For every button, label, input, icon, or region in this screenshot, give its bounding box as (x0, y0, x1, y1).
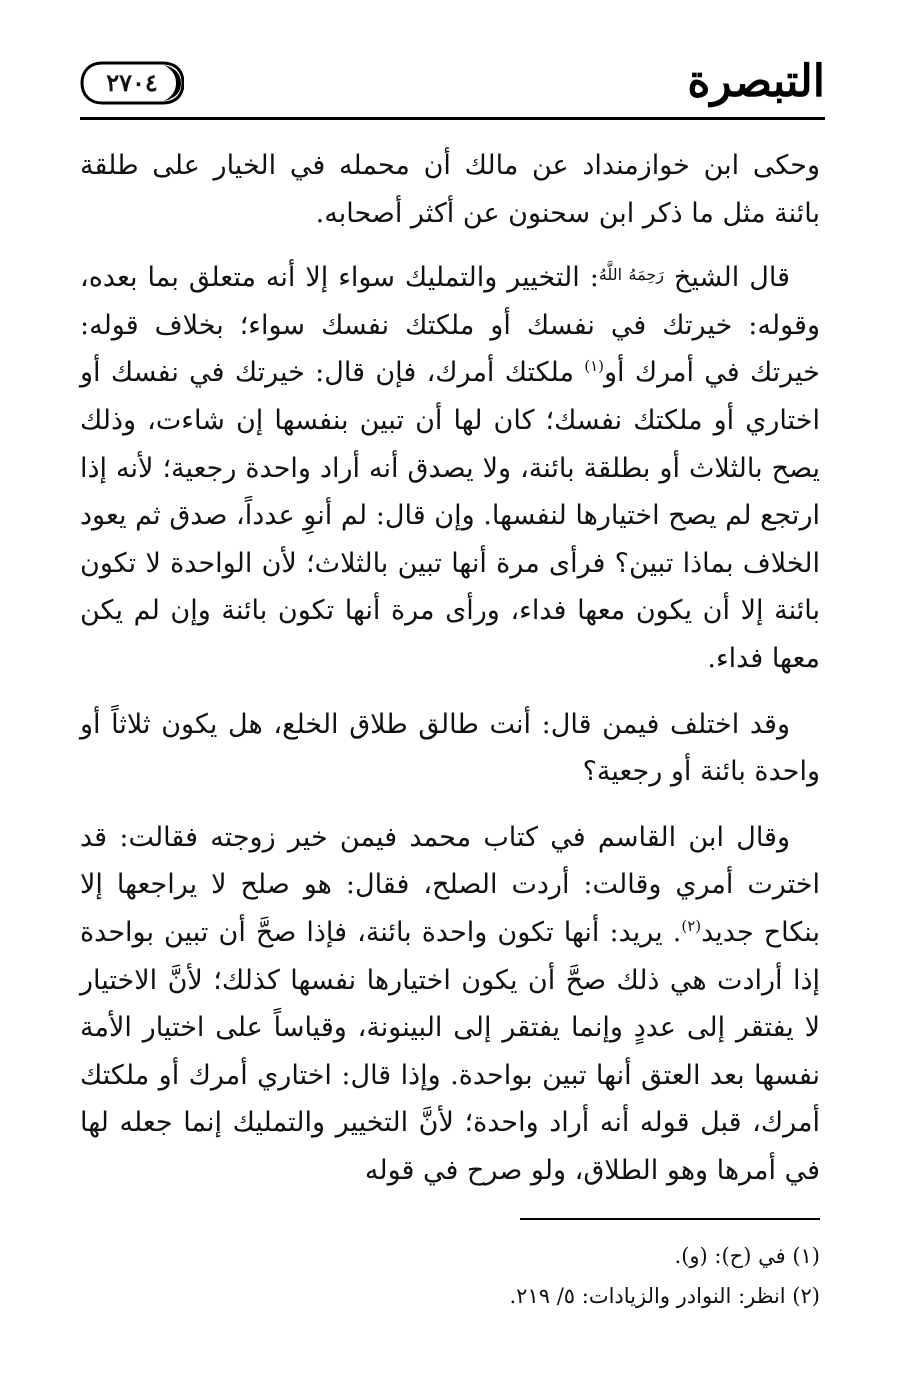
page-header (80, 50, 825, 120)
header-divider (80, 117, 825, 120)
honorific-glyph: رَحِمَهُ اللَّهُ (598, 265, 664, 285)
book-title: التبصرة (687, 56, 825, 107)
footnote-ref-2[interactable]: (٢) (681, 916, 702, 935)
footnote-ref-1[interactable]: (١) (584, 357, 605, 376)
footnotes (100, 1236, 820, 1316)
footnote-2: (٢) انظر: النوادر والزيادات: ٥/ ٢١٩. (509, 1284, 820, 1308)
paragraph-2 (80, 251, 820, 682)
paragraph-4-text-b: . يريد: أنها تكون واحدة بائنة، فإذا صحَّ أن تبين بواحدة إذا أرادت هي ذلك صحَّ أن يكون اختيارها نفسها كذلك؛ لأنَّ الاختيار لا يفتقر إلى عددٍ وإنما يفتقر إلى البينونة، وقياساً على اختيار الأمة نفسها بعد العتق أنها تبين بواحدة. وإذا قال: اختاري أمرك أو ملكتك أمرك، قبل قوله أنه أراد واحدة؛ لأنَّ التخيير والتمليك إنما جعله لها في أمرها وهو الطلاق، ولو صرح في قوله (80, 916, 820, 1186)
paragraph-4 (80, 814, 820, 1195)
paragraph-4-text-a: وقال ابن القاسم في كتاب محمد فيمن خير زوجته فقالت: قد اخترت أمري وقالت: أردت الصلح، فقال: هو صلح لا يراجعها إلا بنكاح جديد (80, 821, 820, 948)
footnote-divider (520, 1218, 820, 1220)
paragraph-3: وقد اختلف فيمن قال: أنت طالق طلاق الخلع، هل يكون ثلاثاً أو واحدة بائنة أو رجعية؟ (80, 708, 820, 788)
paragraph-2-lead: قال الشيخ (663, 262, 790, 294)
paragraph-2-text-b: ملكتك أمرك، فإن قال: خيرتك في نفسك أو اختاري أو ملكتك نفسك؛ كان لها أن تبين بنفسها إن شاءت، وذلك يصح بالثلاث أو بطلقة بائنة، ولا يصدق أنه أراد واحدة رجعية؛ لأنه إذا ارتجع لم يصح اختيارها لنفسها. وإن قال: لم أنوِ عدداً، صدق ثم يعود الخلاف بماذا تبين؟ فرأى مرة أنها تبين بالثلاث؛ لأن الواحدة لا تكون بائنة إلا أن يكون معها فداء، ورأى مرة أنها تكون بائنة وإن لم يكن معها فداء. (80, 357, 820, 674)
page-number: ٢٧٠٤ (106, 68, 158, 97)
page-number-badge (80, 60, 184, 106)
paragraph-2-text-a: : التخيير والتمليك سواء إلا أنه متعلق بما بعده، وقوله: خيرتك في نفسك أو ملكتك نفسك سواء؛ بخلاف قوله: خيرتك في أمرك أو (80, 262, 820, 389)
paragraph-1: وحكى ابن خوازمنداد عن مالك أن محمله في الخيار على طلقة بائنة مثل ما ذكر ابن سحنون عن أكثر أصحابه. (80, 150, 820, 229)
footnote-1: (١) في (ح): (و). (674, 1244, 820, 1268)
main-text (80, 142, 820, 1208)
